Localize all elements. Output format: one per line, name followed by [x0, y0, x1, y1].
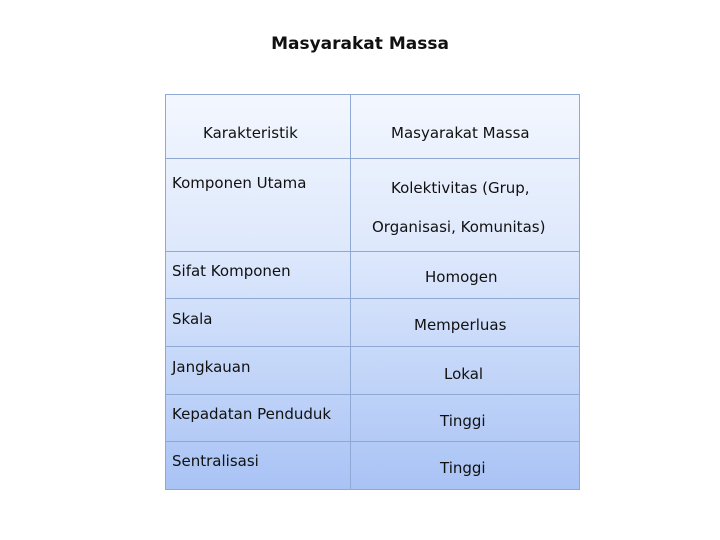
row-value-cell [351, 347, 579, 394]
table-row [166, 252, 579, 299]
row-label-cell [166, 299, 351, 346]
header-label: Masyarakat Massa [391, 124, 530, 142]
row-value-continued: Organisasi, Komunitas) [372, 218, 546, 236]
row-label: Sentralisasi [172, 452, 259, 470]
table-row [166, 159, 579, 252]
row-label: Kepadatan Penduduk [172, 405, 332, 423]
row-label-cell [166, 442, 351, 489]
row-label-cell [166, 347, 351, 394]
row-label-cell [166, 395, 351, 441]
row-value: Memperluas [414, 316, 507, 334]
row-value-cell [351, 252, 579, 298]
table-header-row [166, 95, 579, 159]
row-value: Lokal [444, 365, 484, 383]
row-value-cell [351, 395, 579, 441]
row-label: Skala [172, 310, 213, 328]
header-cell-mass-society [351, 95, 579, 158]
row-label: Komponen Utama [172, 174, 307, 192]
header-cell-characteristic [166, 95, 351, 158]
row-value: Tinggi [440, 412, 486, 430]
row-value-cell [351, 159, 579, 251]
row-label: Jangkauan [172, 358, 251, 376]
table-row [166, 442, 579, 489]
table-row [166, 347, 579, 395]
comparison-table [165, 94, 580, 490]
row-label: Sifat Komponen [172, 262, 291, 280]
row-label-cell [166, 159, 351, 251]
row-value: Homogen [425, 268, 498, 286]
row-label-cell [166, 252, 351, 298]
row-value-cell [351, 299, 579, 346]
row-value: Kolektivitas (Grup, [391, 179, 530, 197]
row-value-cell [351, 442, 579, 489]
page-title: Masyarakat Massa [271, 34, 449, 54]
row-value: Tinggi [440, 459, 486, 477]
table-row [166, 395, 579, 442]
table-row [166, 299, 579, 347]
header-label: Karakteristik [203, 124, 298, 142]
